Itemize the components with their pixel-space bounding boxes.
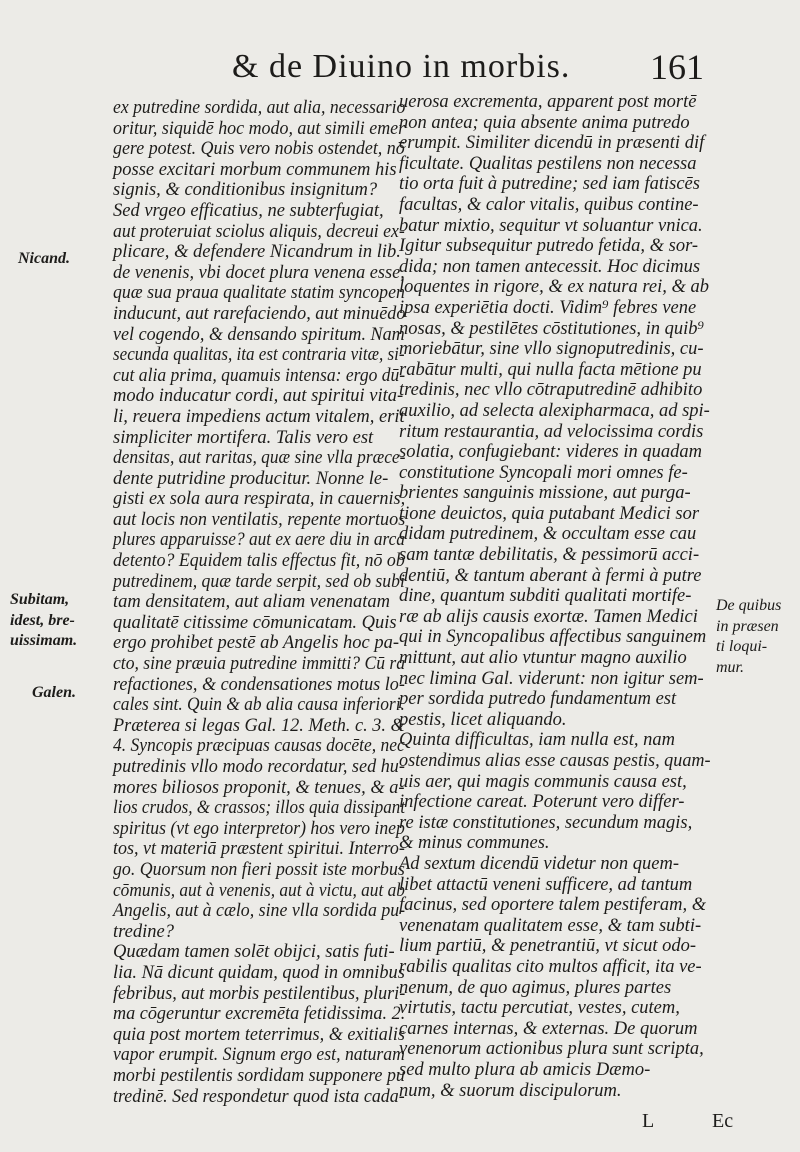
text-line: tos, vt materiā præstent spiritui. Interro- — [113, 839, 405, 860]
text-line: detento? Equidem talis effectus fit, nō ob — [113, 551, 405, 572]
text-line: brientes sanguinis missione, aut purga- — [399, 483, 691, 504]
text-line: facultas, & calor vitalis, quibus contine- — [399, 194, 699, 215]
text-line: Sed vrgeo efficatius, ne subterfugiat, — [113, 200, 384, 221]
text-line: non antea; quia absente anima putredo — [399, 112, 690, 133]
margin-note-line: ti loqui- — [716, 638, 768, 656]
text-line: go. Quorsum non fieri possit iste morbus — [113, 859, 405, 880]
text-line: dida; non tamen antecessit. Hoc dicimus — [399, 256, 701, 277]
text-line: aut locis non ventilatis, repente mortuos — [113, 509, 406, 530]
right-text-column — [399, 92, 719, 1101]
text-line: plicare, & defendere Nicandrum in lib. — [113, 242, 401, 263]
text-line: venenatam qualitatem esse, & tam subti- — [399, 915, 702, 936]
text-line: sam tantæ debilitatis, & pessimorū acci- — [399, 545, 700, 566]
text-line: cut alia prima, quamuis intensa: ergo dū- — [113, 365, 406, 386]
text-line: spiritus (vt ego interpretor) hos vero inep — [113, 818, 405, 839]
margin-note-de-quibus — [716, 597, 781, 679]
text-line: secunda qualitas, ita est contraria vitæ, si- — [113, 345, 405, 366]
text-line: solatia, confugiebant: videres in quadam — [399, 442, 702, 463]
text-line: Quædam tamen solēt obijci, satis futi- — [113, 942, 395, 963]
text-line: signis, & conditionibus insignitum? — [113, 180, 378, 201]
text-line: putredinem, quæ tarde serpit, sed ob subi — [113, 571, 405, 592]
text-line: mores biliosos proponit, & tenues, & a- — [113, 777, 405, 798]
text-line: tredinē. Sed respondetur quod ista cada- — [113, 1086, 405, 1107]
left-text-column — [113, 98, 413, 1107]
text-line: nenum, de quo agimus, plures partes — [399, 977, 672, 998]
margin-note-line: uissimam. — [10, 632, 78, 650]
text-line: refactiones, & condensationes motus lo- — [113, 674, 405, 695]
text-line: Angelis, aut à cælo, sine vlla sordida pu- — [113, 901, 406, 922]
text-line: libet attactū veneni sufficere, ad tantum — [399, 874, 693, 895]
text-line: lia. Nā dicunt quidam, quod in omnibus — [113, 962, 405, 983]
text-line: loquentes in rigore, & ex natura rei, & ab — [399, 277, 710, 298]
text-line: ritum restaurantia, ad velocissima cordis — [399, 421, 704, 442]
text-line: re istæ constitutiones, secundum magis, — [399, 812, 693, 833]
text-line: quia post mortem teterrimus, & exitialis — [113, 1024, 405, 1045]
text-line: num, & suorum discipulorum. — [399, 1080, 622, 1101]
margin-note-line: mur. — [716, 658, 745, 676]
text-line: simpliciter mortifera. Talis vero est — [113, 427, 374, 448]
text-line: infectione careat. Poterunt vero differ- — [399, 792, 685, 813]
text-line: morbi pestilentis sordidam supponere pu — [113, 1065, 405, 1086]
text-line: lios crudos, & crassos; illos quia dissipant — [113, 798, 406, 819]
text-line: aut proteruiat sciolus aliquis, decreui ex- — [113, 221, 405, 242]
text-line: gisti ex sola aura respirata, in cauernis, — [113, 489, 406, 510]
text-line: posse excitari morbum communem his — [113, 159, 397, 180]
text-line: modo inducatur cordi, aut spiritui vita- — [113, 386, 404, 407]
text-line: tione deuictos, quia putabant Medici sor — [399, 503, 700, 524]
text-line: mittunt, aut alio vtuntur magno auxilio — [399, 648, 687, 669]
text-line: ostendimus alias esse causas pestis, quam- — [399, 751, 711, 771]
text-line: plures apparuisse? aut ex aere diu in arca — [113, 530, 405, 551]
text-line: Præterea si legas Gal. 12. Meth. c. 3. & — [113, 715, 405, 736]
text-line: Quinta difficultas, iam nulla est, nam — [399, 730, 675, 751]
text-line: 4. Syncopis præcipuas causas docēte, nec — [113, 736, 405, 757]
text-line: ræ ab alijs causis exortæ. Tamen Medici — [399, 606, 698, 627]
text-line: dine, quantum subditi qualitati mortife- — [399, 586, 692, 607]
text-line: oritur, siquidē hoc modo, aut simili emer — [113, 118, 406, 139]
text-line: pestis, licet aliquando. — [399, 709, 567, 730]
text-line: cales sint. Quin & ab alia causa inferiori. — [113, 695, 405, 716]
text-line: didam putredinem, & occultam esse cau — [399, 524, 697, 545]
text-line: auxilio, ad selecta alexipharmaca, ad spi- — [399, 400, 710, 421]
text-line: Ad sextum dicendū videtur non quem- — [399, 853, 679, 874]
margin-note-line: Subitam, — [10, 591, 70, 608]
text-line: uerosa excrementa, apparent post mortē — [399, 92, 697, 112]
text-line: tredine? — [113, 921, 174, 942]
text-line: facinus, sed oportere talem pestiferam, & — [399, 895, 707, 916]
margin-note-subitam — [10, 591, 77, 653]
text-line: tredinis, nec vllo cōtraputredinē adhibito — [399, 380, 703, 401]
text-line: & minus communes. — [399, 833, 550, 854]
text-line: moriebātur, sine vllo signoputredinis, cu- — [399, 339, 704, 360]
text-line: constitutione Syncopali mori omnes fe- — [399, 462, 688, 483]
text-line: carnes internas, & externas. De quorum — [399, 1018, 698, 1039]
margin-note-line: idest, bre- — [10, 611, 75, 629]
margin-note-nicand: Nicand. — [18, 250, 70, 267]
text-line: cto, sine præuia putredine immitti? Cū ra — [113, 654, 406, 675]
text-line: uis aer, qui magis communis causa est, — [399, 771, 687, 792]
text-line: lium partiū, & penetrantiū, vt sicut odo- — [399, 936, 697, 957]
text-line: cōmunis, aut à venenis, aut à victu, aut ab — [113, 880, 405, 901]
text-line: virtutis, tactu percutiat, vestes, cutem, — [399, 998, 680, 1019]
margin-note-line: in præsen — [716, 617, 779, 635]
text-line: sed multo plura ab amicis Dæmo- — [399, 1059, 651, 1080]
text-line: venenorum actionibus plura sunt scripta, — [399, 1039, 704, 1060]
margin-note-galen: Galen. — [32, 684, 76, 701]
text-line: per sordida putredo fundamentum est — [399, 689, 677, 710]
text-line: vel cogendo, & densando spiritum. Nam — [113, 324, 405, 345]
text-line: densitas, aut raritas, quæ sine vlla præce- — [113, 448, 406, 469]
text-line: gere potest. Quis vero nobis ostendet, nō — [113, 139, 405, 160]
text-line: inducunt, aut rarefaciendo, aut minuēdo — [113, 303, 406, 324]
text-line: dentiū, & tantum aberant à fermi à putre — [399, 565, 702, 586]
text-line: li, reuera impediens actum vitalem, erit — [113, 406, 405, 427]
text-line: nec limina Gal. viderunt: non igitur sem- — [399, 668, 704, 689]
margin-note-line: De quibus — [716, 597, 782, 614]
catchword: Ec — [712, 1110, 734, 1132]
text-line: tio orta fuit à putredine; sed iam fatiscēs — [399, 174, 700, 195]
text-line: quæ sua praua qualitate statim syncopen — [113, 283, 405, 304]
text-line: Igitur subsequitur putredo fetida, & sor- — [399, 236, 699, 257]
running-header — [0, 44, 800, 94]
text-line: ipsa experiētia docti. Vidim⁹ febres vene — [399, 297, 697, 318]
text-line: putredinis vllo modo recordatur, sed hu- — [113, 757, 405, 777]
text-line: erumpit. Similiter dicendū in præsenti dif — [399, 133, 705, 154]
text-line: qualitatē citissime cōmunicatam. Quis — [113, 612, 397, 633]
text-line: vapor erumpit. Signum ergo est, naturam — [113, 1045, 405, 1066]
running-title: & de Diuino in morbis. — [232, 48, 571, 85]
text-line: rabātur multi, qui nulla facta mētione pu — [399, 359, 702, 380]
text-line: de venenis, vbi docet plura venena esse, — [113, 262, 405, 283]
text-line: ergo prohibet pestē ab Angelis hoc pa- — [113, 633, 400, 654]
text-line: ex putredine sordida, aut alia, necessario — [113, 98, 406, 118]
page-number: 161 — [650, 47, 704, 87]
text-line: nosas, & pestilētes cōstitutiones, in quib⁹ — [399, 318, 704, 339]
text-line: batur mixtio, sequitur vt soluantur vnica. — [399, 215, 703, 236]
text-line: febribus, aut morbis pestilentibus, pluri- — [113, 983, 406, 1004]
text-line: ma cōgeruntur excremēta fetidissima. 2. — [113, 1004, 406, 1025]
signature-mark: L — [642, 1110, 655, 1132]
text-line: rabilis qualitas cito multos afficit, ita ve- — [399, 956, 702, 977]
text-line: dente putridine producitur. Nonne le- — [113, 468, 389, 489]
text-line: tam densitatem, aut aliam venenatam — [113, 592, 390, 613]
text-line: qui in Syncopalibus affectibus sanguinem — [399, 627, 707, 648]
text-line: ficultate. Qualitas pestilens non necessa — [399, 153, 697, 174]
